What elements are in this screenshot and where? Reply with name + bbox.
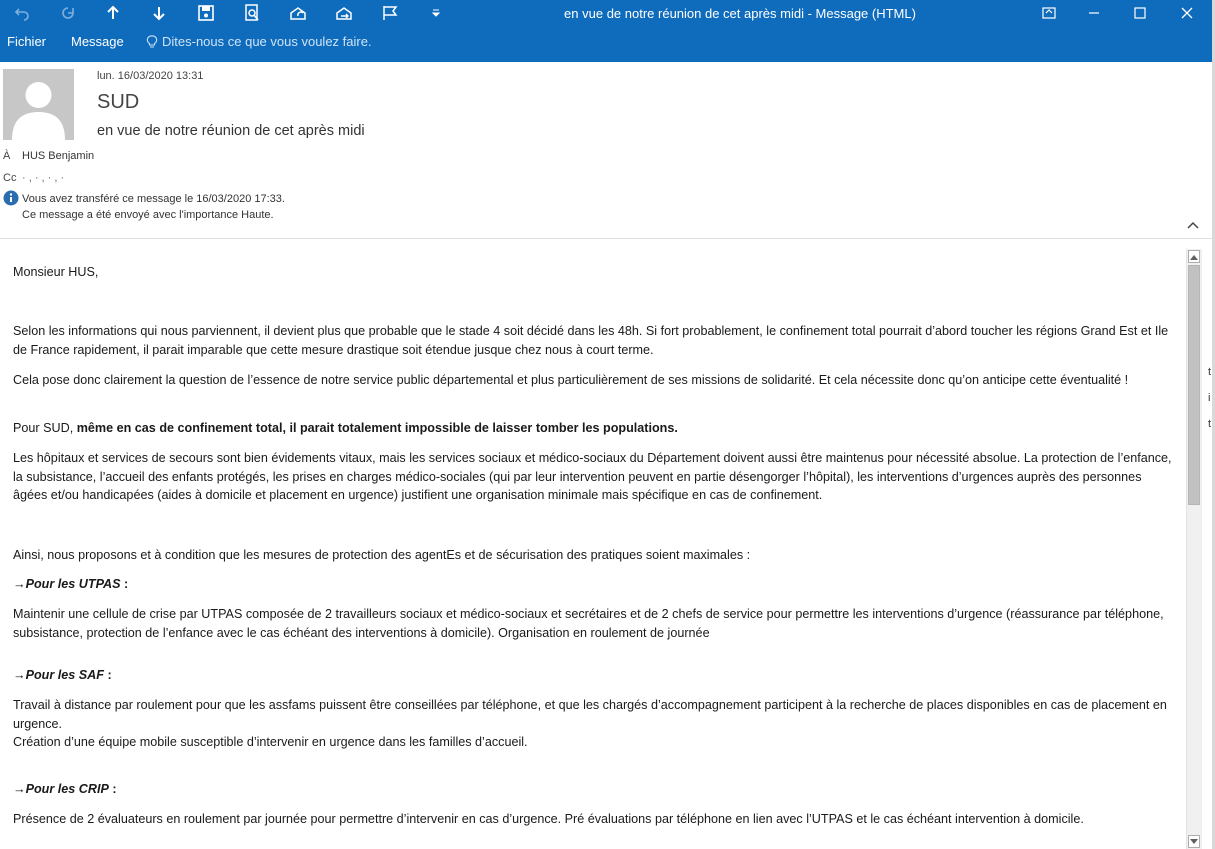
paragraph: Ainsi, nous proposons et à condition que les mesures de protection des agentEs et de sécurisation des pratiques soient maximales : xyxy=(13,548,751,562)
message-body xyxy=(0,239,1185,849)
paragraph-bold: même en cas de confinement total, il parait totalement impossible de laisser tomber les populations. xyxy=(76,421,678,435)
flag-icon[interactable] xyxy=(378,1,402,25)
message-header xyxy=(0,62,1212,239)
paragraph: Création d’une équipe mobile susceptible d’intervenir en urgence dans les familles d’accueil. xyxy=(13,735,528,749)
greeting: Monsieur HUS, xyxy=(13,265,99,279)
lightbulb-icon xyxy=(146,35,158,49)
paragraph: Maintenir une cellule de crise par UTPAS composée de 2 travailleurs sociaux et médico-sociaux et secrétaires et de 2 chefs de service pour permettre les interventions d’urgence (réassurance par téléphone, subsistance, protection de l’enfance avec le cas échéant des interventions à domicile). Organisation en roulement de journée xyxy=(13,607,1164,640)
heading-text: Pour les CRIP xyxy=(25,782,109,796)
menu-file[interactable]: Fichier xyxy=(7,34,47,49)
cc-recipients[interactable]: · , · , · , · xyxy=(22,172,65,184)
tell-me-text: Dites-nous ce que vous voulez faire. xyxy=(162,34,372,49)
window-title: en vue de notre réunion de cet après midi - Message (HTML) xyxy=(564,6,916,21)
save-icon[interactable] xyxy=(194,1,218,25)
ribbon-display-icon[interactable] xyxy=(1035,1,1063,25)
search-doc-icon[interactable] xyxy=(240,1,264,25)
section-heading-utpas xyxy=(13,575,1178,594)
arrow: → xyxy=(13,668,26,682)
menu-message[interactable]: Message xyxy=(71,34,124,49)
avatar xyxy=(3,69,74,140)
heading-colon: : xyxy=(120,577,129,591)
sender-name[interactable]: SUD xyxy=(97,91,140,113)
scroll-down-button[interactable] xyxy=(1188,835,1200,848)
paragraph: Cela pose donc clairement la question de l’essence de notre service public départemental et plus particulièrement de ses missions de solidarité. Et cela nécessite donc qu’on anticipe cette éventualité ! xyxy=(13,373,1129,387)
edge-text: i xyxy=(1208,392,1211,404)
message-subject: en vue de notre réunion de cet après midi xyxy=(97,123,365,139)
arrow: → xyxy=(13,577,26,591)
reply-icon[interactable] xyxy=(286,1,310,25)
up-arrow-icon[interactable] xyxy=(101,1,125,25)
cc-label: Cc xyxy=(3,172,17,184)
minimize-icon[interactable] xyxy=(1080,1,1108,25)
paragraph: Selon les informations qui nous parviennent, il devient plus que probable que le stade 4 soit décidé dans les 48h. Si fort probablement, le confinement total pourrait d’abord toucher les régions Grand Est et Ile de France rapidement, il parait imparable que cette mesure drastique soit étendue jusque chez nous à court terme. xyxy=(13,324,1169,357)
tell-me-box[interactable] xyxy=(146,34,372,49)
title-bar xyxy=(0,0,1212,62)
scroll-thumb[interactable] xyxy=(1188,265,1200,505)
paragraph xyxy=(13,419,1178,438)
to-label: À xyxy=(3,150,11,162)
paragraph: Les hôpitaux et services de secours sont bien évidements vitaux, mais les services sociaux et médico-sociaux du Département doivent aussi être maintenus pour nécessité absolue. La protection de l’enfance, la subsistance, l’accueil des enfants protégés, les prises en charges médico-sociales (qui par leur intervention peuvent en partie désengorger l’hôpital), les interventions d’urgences auprès des personnes âgées et/ou handicapées (aides à domicile et placement en urgence) justifient une organisation minimale mais spécifique en cas de confinement. xyxy=(13,451,1172,502)
section-heading-saf xyxy=(13,666,1178,685)
scroll-up-button[interactable] xyxy=(1188,250,1200,263)
heading-text: Pour les UTPAS xyxy=(25,577,121,591)
to-recipient[interactable]: HUS Benjamin xyxy=(22,150,95,162)
heading-text: Pour les SAF xyxy=(25,668,104,682)
person-icon xyxy=(3,69,74,140)
section-heading-crip xyxy=(13,780,1178,799)
received-date: lun. 16/03/2020 13:31 xyxy=(97,70,204,82)
heading-colon: : xyxy=(103,668,112,682)
heading-colon: : xyxy=(108,782,117,796)
vertical-scrollbar[interactable] xyxy=(1186,249,1202,849)
down-arrow-icon[interactable] xyxy=(147,1,171,25)
customize-icon[interactable] xyxy=(424,1,448,25)
edge-text: t xyxy=(1208,366,1212,378)
info-importance: Ce message a été envoyé avec l'importance Haute. xyxy=(22,209,274,221)
paragraph-prefix: Pour SUD, xyxy=(13,421,77,435)
info-icon xyxy=(3,190,19,211)
maximize-icon[interactable] xyxy=(1126,1,1154,25)
undo-icon[interactable] xyxy=(10,1,34,25)
info-forwarded: Vous avez transféré ce message le 16/03/2020 17:33. xyxy=(22,193,285,205)
close-icon[interactable] xyxy=(1173,1,1201,25)
arrow: → xyxy=(13,782,26,796)
redo-icon[interactable] xyxy=(56,1,80,25)
paragraph: Travail à distance par roulement pour que les assfams puissent être conseillées par téléphone, et que les chargés d’accompagnement participent à la recherche de places disponibles en cas de placement en urgence. xyxy=(13,698,1167,731)
edge-text: t xyxy=(1208,418,1212,430)
collapse-header-icon[interactable] xyxy=(1187,216,1199,234)
paragraph: Présence de 2 évaluateurs en roulement par journée pour permettre d’intervenir en cas d’urgence. Pré évaluations par téléphone en lien avec l’UTPAS et le cas échéant intervention à domicile. xyxy=(13,812,1084,826)
forward-icon[interactable] xyxy=(332,1,356,25)
